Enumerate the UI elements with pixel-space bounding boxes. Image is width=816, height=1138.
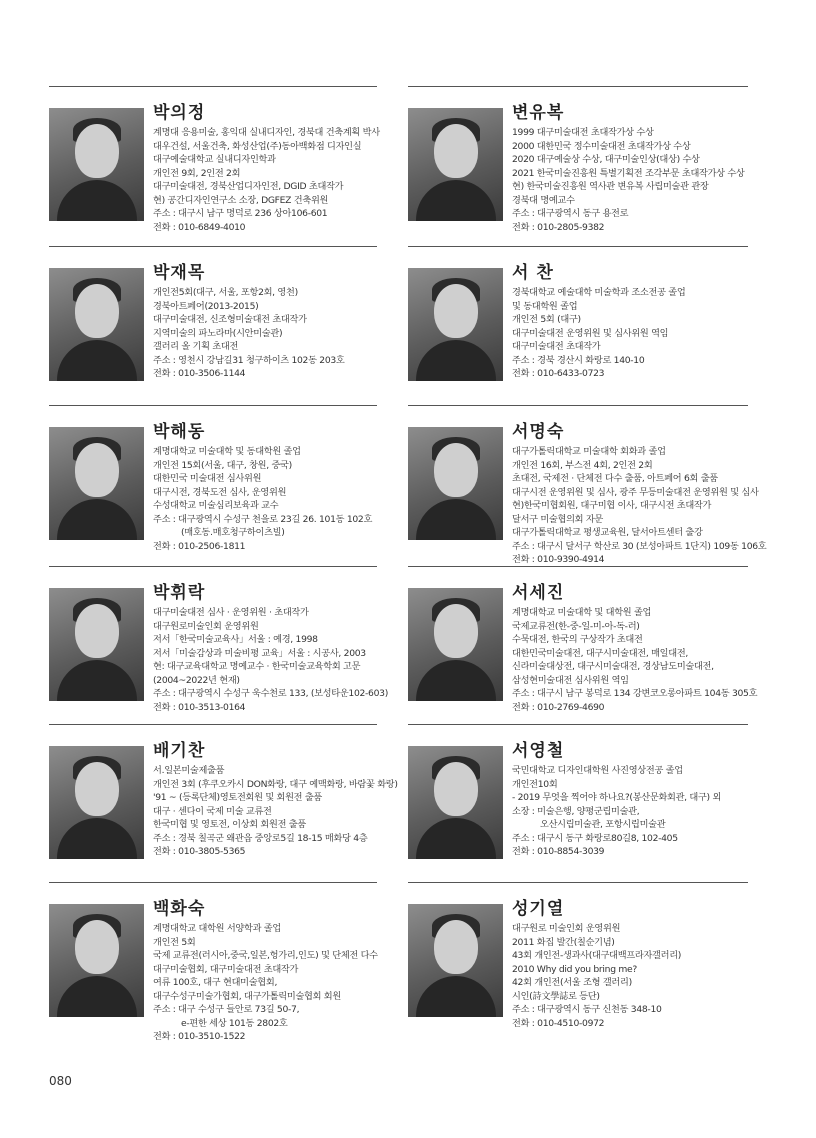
divider-rule [408, 882, 748, 883]
artist-portrait-photo [49, 268, 144, 381]
bio-line: 2011 화집 발간(칠순기념) [512, 936, 615, 948]
bio-line: 전화 : 010-3805-5365 [153, 846, 246, 857]
artist-entry [408, 86, 748, 246]
bio-line: 대한민국 미술대전 심사위원 [153, 473, 262, 484]
bio-line: 2010 Why did you bring me? [512, 963, 637, 975]
artist-info [153, 582, 388, 714]
artist-entry [408, 724, 748, 884]
bio-line: 대구가톨릭대학교 평생교육원, 달서아트센터 출강 [512, 527, 703, 538]
artist-info [512, 740, 748, 859]
artist-entry [49, 882, 377, 1042]
artist-portrait-photo [408, 427, 503, 540]
bio-line: 주소 : 대구광역시 동구 신천동 348-10 [512, 1004, 662, 1015]
artist-name: 백화숙 [153, 899, 206, 919]
artist-name: 박휘락 [153, 583, 206, 603]
bio-line: 주소 : 경북 칠곡군 왜관읍 중앙로5길 18-15 매화당 4층 [153, 832, 368, 844]
artist-entry [408, 566, 758, 726]
bio-line: 소장 : 미술은행, 양평군립미술관, [512, 805, 640, 817]
artist-name: 배기찬 [153, 741, 206, 761]
bio-line: 대구가톨릭대학교 미술대학 회화과 졸업 [512, 446, 666, 457]
artist-entry [49, 724, 398, 884]
artist-info [512, 898, 748, 1030]
artist-entry [408, 246, 748, 406]
artist-portrait-photo [408, 746, 503, 859]
bio-line: 현: 대구교육대학교 명예교수 · 한국미술교육학회 고문 [153, 661, 361, 672]
bio-line: 전화 : 010-3513-0164 [153, 701, 246, 713]
divider-rule [49, 566, 377, 567]
bio-line: 저서「한국미술교육사」서울 : 예경, 1998 [153, 634, 318, 645]
bio-line: 개인전10회 [512, 778, 558, 790]
bio-line: 국제교류전(한-중-일-미-아-독-러) [512, 620, 640, 632]
bio-line: 지역미술의 파노라마(시안미술관) [153, 327, 283, 339]
bio-line: 전화 : 010-8854-3039 [512, 846, 605, 857]
bio-line: 경북대 명예교수 [512, 194, 575, 206]
bio-line: 대구미술대전, 경북산업디자인전, DGID 초대작가 [153, 181, 344, 192]
bio-line: 달서구 미술협의회 자문 [512, 513, 603, 525]
artist-portrait-photo [49, 108, 144, 221]
artist-name: 서명숙 [512, 422, 565, 442]
divider-rule [408, 724, 748, 725]
bio-line: 전화 : 010-6849-4010 [153, 221, 246, 233]
divider-rule [49, 246, 377, 247]
bio-line: (매호동.매호청구하이츠빌) [181, 527, 285, 538]
bio-line: 주소 : 대구시 남구 명덕로 236 상아106-601 [153, 208, 328, 219]
bio-line: 주소 : 대구광역시 수성구 욱수천로 133, (보성타운102-603) [153, 688, 388, 699]
divider-rule [408, 246, 748, 247]
bio-line: 시인(詩文學誌로 등단) [512, 990, 600, 1002]
bio-line: (2004~2022년 현재) [153, 674, 240, 686]
bio-line: 저서「미술감상과 미술비평 교육」서울 : 시공사, 2003 [153, 647, 366, 659]
bio-line: 개인전 5회 (대구) [512, 314, 581, 325]
bio-line: 대구미술대전 초대작가 [512, 341, 601, 352]
artist-info [153, 740, 398, 859]
artist-portrait-photo [408, 268, 503, 381]
bio-line: 갤러리 올 기획 초대전 [153, 341, 239, 352]
bio-line: 전화 : 010-3510-1522 [153, 1031, 246, 1042]
artist-info [512, 421, 767, 567]
divider-rule [408, 405, 748, 406]
bio-line: 주소 : 대구광역시 수성구 천을로 23길 26. 101동 102호 [153, 513, 373, 525]
bio-line: 수성대학교 미술심리보육과 교수 [153, 500, 279, 511]
artist-info [153, 102, 380, 234]
bio-line: 여류 100호, 대구 현대미술협회, [153, 977, 278, 988]
bio-line: 2020 대구예술상 수상, 대구미술인상(대상) 수상 [512, 154, 700, 165]
bio-line: 주소 : 대구시 남구 봉덕로 134 강변코오롱아파트 104동 305호 [512, 688, 758, 699]
bio-line: 신라미술대상전, 대구시미술대전, 경상남도미술대전, [512, 661, 714, 672]
divider-rule [49, 724, 377, 725]
divider-rule [49, 405, 377, 406]
bio-line: 경북대학교 예술대학 미술학과 조소전공 졸업 [512, 287, 686, 298]
bio-line: 대구미술대전 운영위원 및 심사위원 역임 [512, 327, 669, 339]
artist-info [153, 262, 377, 381]
artist-name: 박해동 [153, 422, 206, 442]
artist-info [153, 421, 377, 553]
bio-line: 전화 : 010-9390-4914 [512, 554, 605, 565]
bio-line: 대구미술대전, 신조형미술대전 초대작가 [153, 314, 307, 325]
bio-line: 국제 교류전(러시아,중국,일본,헝가리,인도) 및 단체전 다수 [153, 950, 378, 961]
bio-line: 개인전 16회, 부스전 4회, 2인전 2회 [512, 459, 653, 471]
divider-rule [408, 566, 748, 567]
bio-line: 대한민국미술대전, 대구시미술대전, 매일대전, [512, 647, 689, 659]
bio-line: 개인전 9회, 2인전 2회 [153, 167, 241, 179]
bio-line: 전화 : 010-6433-0723 [512, 368, 605, 379]
artist-portrait-photo [408, 588, 503, 701]
bio-line: - 2019 무엇을 찍어야 하나요?(봉산문화회관, 대구) 외 [512, 792, 722, 803]
bio-line: 대구원로 미술인회 운영위원 [512, 923, 621, 934]
bio-line: 현)한국미협회원, 대구미협 이사, 대구시전 초대작가 [512, 500, 712, 511]
bio-line: e-편한 세상 101동 2802호 [181, 1017, 288, 1029]
artist-portrait-photo [408, 904, 503, 1017]
bio-line: 대구 · 센다이 국제 미술 교류전 [153, 805, 272, 817]
bio-line: 대구예술대학교 실내디자인학과 [153, 154, 276, 165]
bio-line: 전화 : 010-2769-4690 [512, 701, 605, 713]
bio-line: 및 동대학원 졸업 [512, 300, 578, 312]
bio-line: 2000 대한민국 정수미술대전 초대작가상 수상 [512, 140, 691, 152]
bio-line: 대구시전 운영위원 및 심사, 광주 무등미술대전 운영위원 및 심사 [512, 486, 759, 498]
bio-line: 계명대 응용미술, 홍익대 실내디자인, 경북대 건축계획 박사 [153, 127, 380, 138]
artist-name: 박재목 [153, 263, 206, 283]
bio-line: 주소 : 대구광역시 동구 용전로 [512, 208, 629, 219]
bio-line: 전화 : 010-3506-1144 [153, 368, 246, 379]
bio-line: 계명대학교 미술대학 및 동대학원 졸업 [153, 446, 301, 457]
bio-line: 주소 : 대구시 동구 화랑로80길8, 102-405 [512, 832, 678, 844]
bio-line: 42회 개인전(서울 조형 갤러리) [512, 977, 632, 988]
bio-line: 전화 : 010-2506-1811 [153, 540, 246, 552]
bio-line: 주소 : 경북 경산시 화랑로 140-10 [512, 354, 645, 366]
bio-line: 전화 : 010-2805-9382 [512, 221, 605, 233]
artist-name: 박의정 [153, 103, 206, 123]
bio-line: 대구미술협회, 대구미술대전 초대작가 [153, 963, 299, 975]
artist-info [153, 898, 377, 1044]
bio-line: 수묵대전, 한국의 구상작가 초대전 [512, 634, 643, 645]
artist-info [512, 262, 748, 381]
bio-line: 개인전 3회 (후쿠오카시 DON화랑, 대구 예맥화랑, 바람꽃 화랑) [153, 778, 398, 790]
artist-name: 서영철 [512, 741, 565, 761]
artist-portrait-photo [49, 904, 144, 1017]
bio-line: 계명대학교 미술대학 및 대학원 졸업 [512, 607, 652, 618]
artist-entry [408, 405, 767, 565]
artist-entry [49, 246, 377, 406]
bio-line: 43회 개인전-생과사(대구대백프라자갤러리) [512, 950, 682, 961]
bio-line: 서.일본미술제출품 [153, 765, 225, 776]
divider-rule [49, 882, 377, 883]
bio-line: 초대전, 국제전 · 단체전 다수 출품, 아트페어 6회 출품 [512, 473, 718, 484]
bio-line: 전화 : 010-4510-0972 [512, 1017, 605, 1029]
bio-line: 한국미협 및 영토전, 이상회 회원전 출품 [153, 819, 306, 830]
bio-line: '91 ~ (등록단체)영토전회원 및 회원전 출품 [153, 792, 323, 803]
bio-line: 개인전5회(대구, 서울, 포항2회, 영천) [153, 287, 298, 298]
artist-name: 성기열 [512, 899, 565, 919]
bio-line: 대구원로미술인회 운영위원 [153, 620, 259, 632]
artist-entry [49, 86, 380, 246]
divider-rule [49, 86, 377, 87]
bio-line: 대구미술대전 심사 · 운영위원 · 초대작가 [153, 607, 309, 618]
artist-info [512, 102, 748, 234]
artist-entry [408, 882, 748, 1042]
page-number: 080 [49, 1074, 72, 1088]
bio-line: 현) 한국미술진흥원 역사관 변유복 사립미술관 관장 [512, 181, 709, 192]
bio-line: 주소 : 대구시 달서구 학산로 30 (보성아파트 1단지) 109동 106호 [512, 540, 767, 552]
artist-name: 변유복 [512, 103, 565, 123]
artist-name: 서세진 [512, 583, 565, 603]
bio-line: 1999 대구미술대전 초대작가상 수상 [512, 127, 654, 138]
bio-line: 계명대학교 대학원 서양학과 졸업 [153, 923, 281, 934]
divider-rule [408, 86, 748, 87]
bio-line: 대구수성구미술가협회, 대구가톨릭미술협회 회원 [153, 990, 341, 1002]
bio-line: 대구시전, 경북도전 심사, 운영위원 [153, 486, 287, 498]
artist-portrait-photo [49, 588, 144, 701]
bio-line: 국민대학교 디자인대학원 사진영상전공 졸업 [512, 765, 683, 776]
bio-line: 주소 : 영천시 강남길31 청구하이츠 102동 203호 [153, 354, 345, 366]
artist-portrait-photo [49, 746, 144, 859]
bio-line: 오산시립미술관, 포항시립미술관 [540, 819, 666, 830]
artist-name: 서 찬 [512, 263, 554, 283]
artist-entry [49, 405, 377, 565]
artist-portrait-photo [49, 427, 144, 540]
artist-entry [49, 566, 388, 726]
bio-line: 경북아트페어(2013-2015) [153, 300, 259, 312]
artist-info [512, 582, 758, 714]
bio-line: 2021 한국미술진흥원 특별기획전 조각부문 초대작가상 수상 [512, 167, 745, 179]
bio-line: 주소 : 대구 수성구 들안로 73길 50-7, [153, 1004, 300, 1015]
bio-line: 대우건설, 서울건축, 화성산업(주)동아백화점 디자인실 [153, 140, 362, 152]
bio-line: 현) 공간디자인연구소 소장, DGFEZ 건축위원 [153, 194, 329, 206]
bio-line: 개인전 15회(서울, 대구, 창원, 중국) [153, 459, 292, 471]
bio-line: 삼성현미술대전 심사위원 역임 [512, 674, 629, 686]
artist-portrait-photo [408, 108, 503, 221]
bio-line: 개인전 5회 [153, 936, 196, 948]
